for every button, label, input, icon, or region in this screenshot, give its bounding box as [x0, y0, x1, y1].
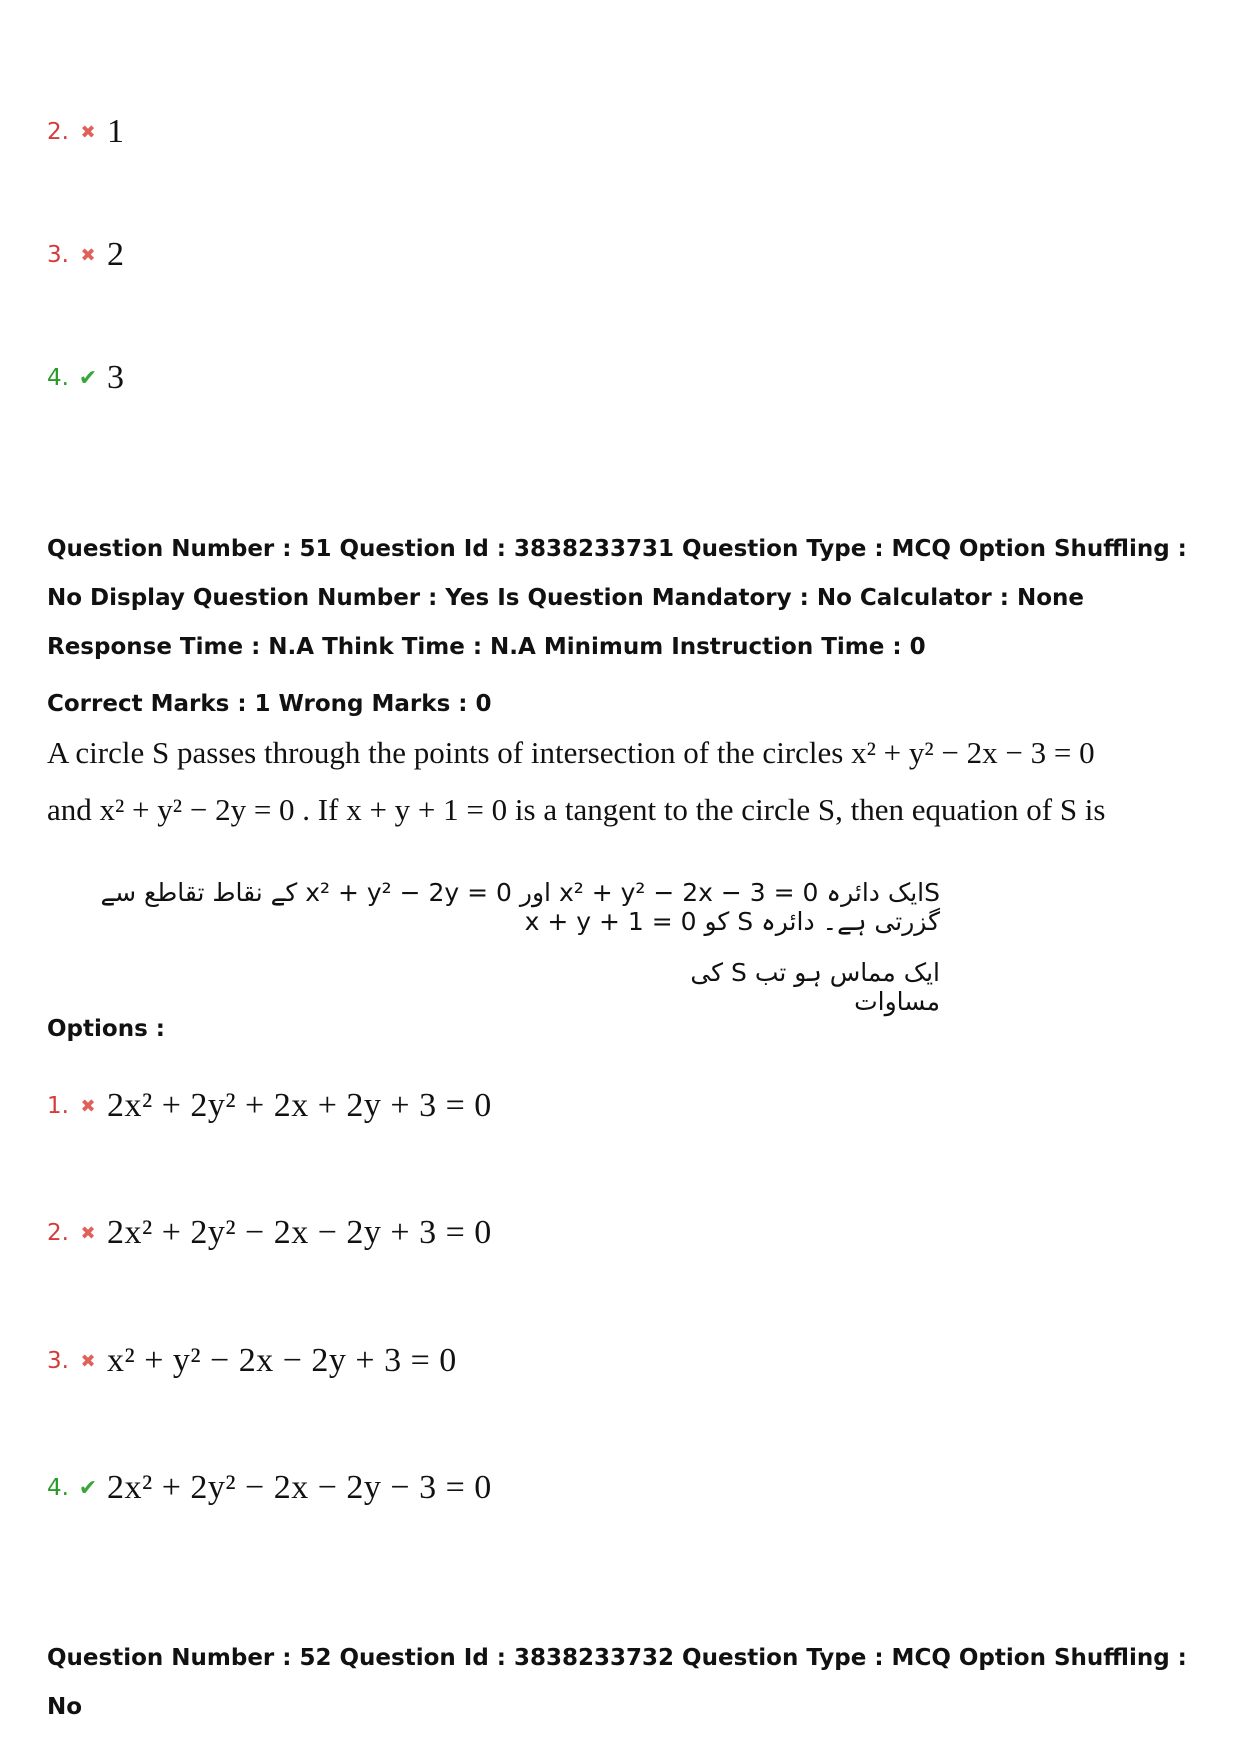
options-label: Options : — [47, 1016, 165, 1042]
option-text: x² + y² − 2x − 2y + 3 = 0 — [107, 1342, 457, 1379]
option-3 — [47, 1342, 457, 1380]
option-2 — [47, 1214, 492, 1252]
cross-icon: ✖ — [80, 1095, 96, 1117]
prev-option-4 — [47, 359, 124, 397]
question-text-urdu-line1: Sایک دائرہ x² + y² − 2x − 3 = 0 اور x² + y² − 2y = 0 کے نقاط تقاطع سے گزرتی ہے۔ دائرہ S کو x + y + 1 = 0 — [100, 878, 940, 936]
prev-option-3 — [47, 236, 124, 274]
option-number: 2. — [47, 1220, 69, 1246]
cross-icon: ✖ — [80, 121, 96, 143]
question-52-meta: Question Number : 52 Question Id : 3838233732 Question Type : MCQ Option Shuffling : No — [47, 1645, 1187, 1720]
question-text-english-line2: and x² + y² − 2y = 0 . If x + y + 1 = 0 is a tangent to the circle S, then equation of S is — [47, 792, 1106, 827]
question-text-urdu-line2: ایک مماس ہو تب S کی مساوات — [690, 958, 940, 1016]
cross-icon: ✖ — [80, 1350, 96, 1372]
question-51-meta: Question Number : 51 Question Id : 3838233731 Question Type : MCQ Option Shuffling : No Display Question Number : Yes Is Question Mandatory : No Calculator : None Response Time : N.A Think Time : N.A Minimum Instruction Time : 0 — [47, 536, 1187, 660]
option-text: 2x² + 2y² − 2x − 2y + 3 = 0 — [107, 1214, 492, 1251]
option-number: 2. — [47, 119, 69, 145]
option-number: 1. — [47, 1093, 69, 1119]
cross-icon: ✖ — [80, 244, 96, 266]
option-4 — [47, 1469, 492, 1507]
option-text: 2x² + 2y² − 2x − 2y − 3 = 0 — [107, 1469, 492, 1506]
option-number: 4. — [47, 1475, 69, 1501]
option-text: 2 — [107, 236, 124, 273]
prev-option-2 — [47, 113, 124, 151]
option-text: 2x² + 2y² + 2x + 2y + 3 = 0 — [107, 1087, 492, 1124]
option-1 — [47, 1087, 492, 1125]
question-text-english-line1: A circle S passes through the points of intersection of the circles x² + y² − 2x − 3 = 0 — [47, 735, 1095, 770]
cross-icon: ✖ — [80, 1222, 96, 1244]
question-51-marks: Correct Marks : 1 Wrong Marks : 0 — [47, 691, 492, 717]
check-icon: ✔ — [78, 365, 98, 391]
check-icon: ✔ — [78, 1475, 98, 1501]
option-text: 3 — [107, 359, 124, 396]
option-text: 1 — [107, 113, 124, 150]
option-number: 3. — [47, 242, 69, 268]
option-number: 3. — [47, 1348, 69, 1374]
option-number: 4. — [47, 365, 69, 391]
